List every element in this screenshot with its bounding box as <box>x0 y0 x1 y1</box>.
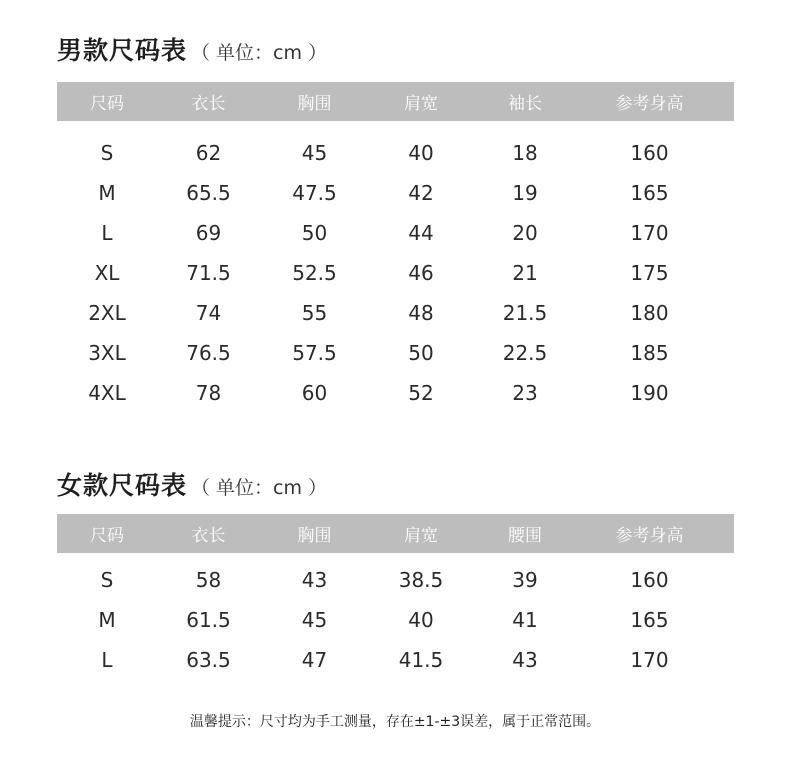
table-row <box>57 373 734 413</box>
table-cell: 23 <box>512 381 538 405</box>
table-cell: 180 <box>630 301 669 325</box>
table-cell: 76.5 <box>186 341 231 365</box>
table-cell: 185 <box>630 341 669 365</box>
table-cell: 4XL <box>88 381 126 405</box>
table-cell: 39 <box>512 568 538 592</box>
table-row <box>57 133 734 173</box>
table-cell: 41.5 <box>398 648 444 672</box>
table-cell: 190 <box>630 381 669 405</box>
header-cell: 衣长 <box>191 94 226 114</box>
table-cell: 45 <box>301 141 328 165</box>
men-unit-text: （ 单位：cm ） <box>191 42 328 64</box>
women-size-table <box>57 514 734 680</box>
table-cell: 22.5 <box>502 341 548 365</box>
table-cell: 170 <box>630 648 669 672</box>
table-cell: 74 <box>195 301 222 325</box>
table-cell: 20 <box>512 221 538 245</box>
table-cell: 21.5 <box>502 301 548 325</box>
table-cell: L <box>101 221 113 245</box>
table-cell: 52.5 <box>292 261 337 285</box>
table-cell: 65.5 <box>186 181 231 205</box>
table-cell: 165 <box>630 608 669 632</box>
women-unit-text: （ 单位：cm ） <box>191 477 328 499</box>
measurement-note: 温馨提示：尺寸均为手工测量，存在±1-±3误差，属于正常范围。 <box>189 714 601 730</box>
table-cell: 47 <box>301 648 328 672</box>
header-cell: 肩宽 <box>404 526 438 546</box>
header-cell: 肩宽 <box>404 94 438 114</box>
header-cell: 胸围 <box>297 526 332 546</box>
table-cell: S <box>100 141 114 165</box>
table-cell: 78 <box>195 381 222 405</box>
header-cell: 参考身高 <box>615 526 684 546</box>
table-cell: 19 <box>512 181 538 205</box>
table-cell: 71.5 <box>186 261 231 285</box>
table-row <box>57 600 734 640</box>
table-row <box>57 560 734 600</box>
header-cell: 参考身高 <box>615 94 684 114</box>
table-cell: L <box>101 648 113 672</box>
men-title-text: 男款尺码表 <box>57 36 188 65</box>
table-cell: M <box>98 608 116 632</box>
men-table-header <box>57 82 734 121</box>
women-table-body <box>57 553 734 680</box>
table-row <box>57 213 734 253</box>
table-cell: 63.5 <box>186 648 231 672</box>
table-cell: 47.5 <box>292 181 337 205</box>
table-cell: 60 <box>301 381 328 405</box>
table-cell: S <box>100 568 114 592</box>
table-cell: 62 <box>195 141 222 165</box>
table-cell: 50 <box>301 221 328 245</box>
table-cell: 21 <box>512 261 538 285</box>
table-cell: 58 <box>195 568 222 592</box>
header-cell: 袖长 <box>508 94 542 114</box>
table-cell: 55 <box>301 301 328 325</box>
table-row <box>57 640 734 680</box>
women-table-header <box>57 514 734 553</box>
table-cell: 170 <box>630 221 669 245</box>
table-cell: 160 <box>630 141 669 165</box>
table-cell: 2XL <box>88 301 126 325</box>
men-size-chart-title <box>57 31 327 67</box>
table-row <box>57 333 734 373</box>
table-cell: 43 <box>512 648 538 672</box>
table-cell: 3XL <box>88 341 126 365</box>
table-cell: 41 <box>512 608 538 632</box>
table-cell: 69 <box>195 221 222 245</box>
header-cell: 尺码 <box>90 94 124 114</box>
table-cell: 50 <box>408 341 434 365</box>
table-row <box>57 293 734 333</box>
header-cell: 腰围 <box>508 526 542 546</box>
table-cell: 43 <box>301 568 328 592</box>
header-cell: 胸围 <box>297 94 332 114</box>
table-cell: 45 <box>301 608 328 632</box>
header-cell: 衣长 <box>191 526 226 546</box>
table-cell: 40 <box>408 141 434 165</box>
table-cell: 61.5 <box>186 608 231 632</box>
table-cell: 175 <box>630 261 669 285</box>
table-cell: 52 <box>408 381 434 405</box>
table-cell: 160 <box>630 568 669 592</box>
table-cell: 38.5 <box>398 568 444 592</box>
table-cell: 42 <box>408 181 434 205</box>
table-cell: 48 <box>408 301 434 325</box>
table-row <box>57 173 734 213</box>
header-cell: 尺码 <box>90 526 124 546</box>
table-cell: XL <box>94 261 120 285</box>
table-row <box>57 253 734 293</box>
table-cell: 44 <box>408 221 434 245</box>
men-table-body <box>57 121 734 413</box>
table-cell: 46 <box>408 261 434 285</box>
women-size-chart-title <box>57 466 327 502</box>
table-cell: 40 <box>408 608 434 632</box>
table-cell: 57.5 <box>292 341 337 365</box>
men-size-table <box>57 82 734 413</box>
table-cell: 165 <box>630 181 669 205</box>
table-cell: M <box>98 181 116 205</box>
table-cell: 18 <box>512 141 538 165</box>
women-title-text: 女款尺码表 <box>57 471 188 500</box>
